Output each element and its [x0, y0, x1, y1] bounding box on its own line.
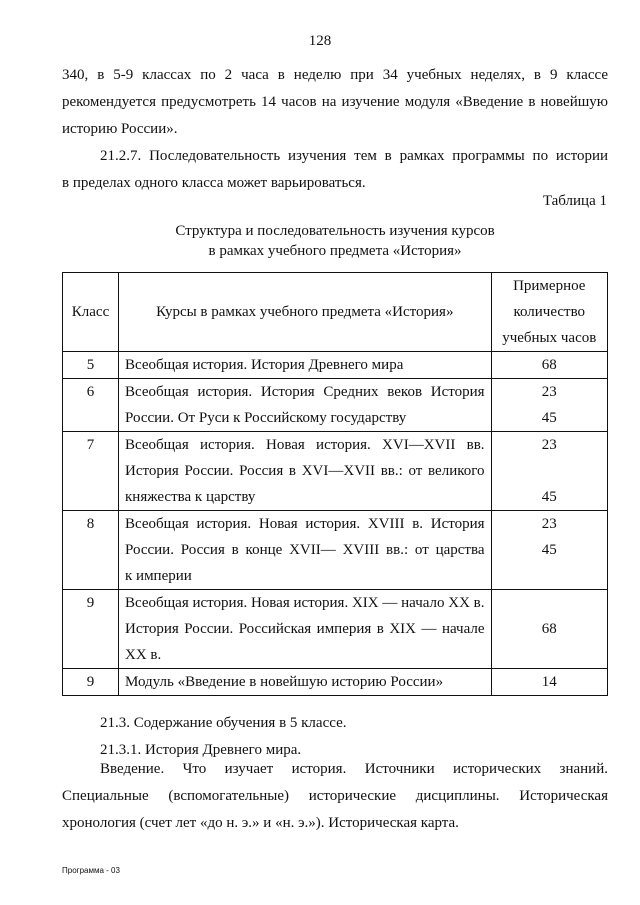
header-courses: Курсы в рамках учебного предмета «История»: [119, 273, 492, 352]
course-line: Всеобщая история. История Средних веков История: [125, 384, 485, 400]
intro-paragraph: [62, 62, 608, 143]
table-row: [63, 669, 608, 696]
hours-value: [498, 458, 601, 484]
table-header-row: [63, 273, 608, 352]
row-class: 9: [63, 669, 119, 696]
header-hours-line: Примерное: [513, 278, 586, 294]
course-line: Модуль «Введение в новейшую историю России»: [125, 674, 444, 690]
subsection-heading: 21.3.1. История Древнего мира.: [100, 742, 302, 758]
introduction-line: Введение. Что изучает история. Источники исторических знаний.: [100, 761, 608, 777]
sequence-line: 21.2.7. Последовательность изучения тем в рамках программы по истории: [100, 148, 608, 164]
hours-value: 23: [541, 384, 557, 400]
hours-value: 14: [541, 674, 557, 690]
intro-line: рекомендуется предусмотреть 14 часов на изучение модуля «Введение в новейшую: [62, 94, 608, 110]
course-line: Всеобщая история. Новая история. XIX — начало XX в.: [125, 595, 485, 611]
course-line: России. От Руси к Российскому государству: [125, 410, 407, 426]
row-class: 7: [63, 432, 119, 511]
header-class: Класс: [63, 273, 119, 352]
row-courses: [119, 352, 492, 379]
row-courses: [119, 379, 492, 432]
course-line: Всеобщая история. История Древнего мира: [125, 357, 404, 373]
hours-value: 68: [541, 357, 557, 373]
table-row: [63, 590, 608, 669]
intro-line: 340, в 5-9 классах по 2 часа в неделю при 34 учебных неделях, в 9 классе: [62, 67, 608, 83]
row-courses: [119, 669, 492, 696]
course-line: История России. Российская империя в XIX — начале: [125, 621, 485, 637]
table-row: [63, 432, 608, 511]
intro-line: историю России».: [62, 121, 178, 137]
courses-table: [62, 272, 608, 696]
sequence-paragraph: [62, 143, 608, 197]
introduction-line: хронология (счет лет «до н. э.» и «н. э.»). Историческая карта.: [62, 815, 459, 831]
hours-value: 23: [541, 437, 557, 453]
footer-label: Программа - 03: [62, 866, 120, 875]
course-line: княжества к царству: [125, 489, 256, 505]
introduction-paragraph: [62, 756, 608, 837]
course-line: XX в.: [125, 647, 162, 663]
course-line: История России. Россия в XVI—XVII вв.: от великого: [125, 463, 485, 479]
row-hours: [491, 352, 607, 379]
table-title-line: в рамках учебного предмета «История»: [208, 243, 462, 259]
course-line: России. Россия в конце XVII— XVIII вв.: от царства: [125, 542, 485, 558]
course-line: к империи: [125, 568, 192, 584]
table-title: [62, 221, 608, 261]
hours-value: [498, 590, 601, 616]
section-heading: 21.3. Содержание обучения в 5 классе.: [100, 715, 347, 731]
row-courses: [119, 511, 492, 590]
row-courses: [119, 590, 492, 669]
hours-value: 45: [541, 410, 557, 426]
hours-value: 68: [541, 621, 557, 637]
row-class: 6: [63, 379, 119, 432]
row-hours: [491, 379, 607, 432]
table-row: [63, 511, 608, 590]
row-hours: [491, 511, 607, 590]
row-class: 5: [63, 352, 119, 379]
table-title-line: Структура и последовательность изучения курсов: [175, 223, 495, 239]
course-line: Всеобщая история. Новая история. XVIII в. История: [125, 516, 485, 532]
row-hours: [491, 669, 607, 696]
sequence-line: в пределах одного класса может варьироваться.: [62, 175, 366, 191]
hours-value: [498, 642, 601, 668]
row-courses: [119, 432, 492, 511]
row-hours: [491, 432, 607, 511]
hours-value: [498, 563, 601, 589]
hours-value: 45: [541, 542, 557, 558]
table-row: [63, 379, 608, 432]
hours-value: 45: [541, 489, 557, 505]
hours-value: 23: [541, 516, 557, 532]
header-hours-line: учебных часов: [502, 330, 597, 346]
header-hours-line: количество: [513, 304, 586, 320]
introduction-line: Специальные (вспомогательные) исторические дисциплины. Историческая: [62, 788, 608, 804]
row-class: 8: [63, 511, 119, 590]
page-number: 128: [308, 33, 332, 49]
row-class: 9: [63, 590, 119, 669]
row-hours: [491, 590, 607, 669]
course-line: Всеобщая история. Новая история. XVI—XVII вв.: [125, 437, 485, 453]
table-label: Таблица 1: [542, 193, 607, 209]
table-row: [63, 352, 608, 379]
header-hours: [491, 273, 607, 352]
